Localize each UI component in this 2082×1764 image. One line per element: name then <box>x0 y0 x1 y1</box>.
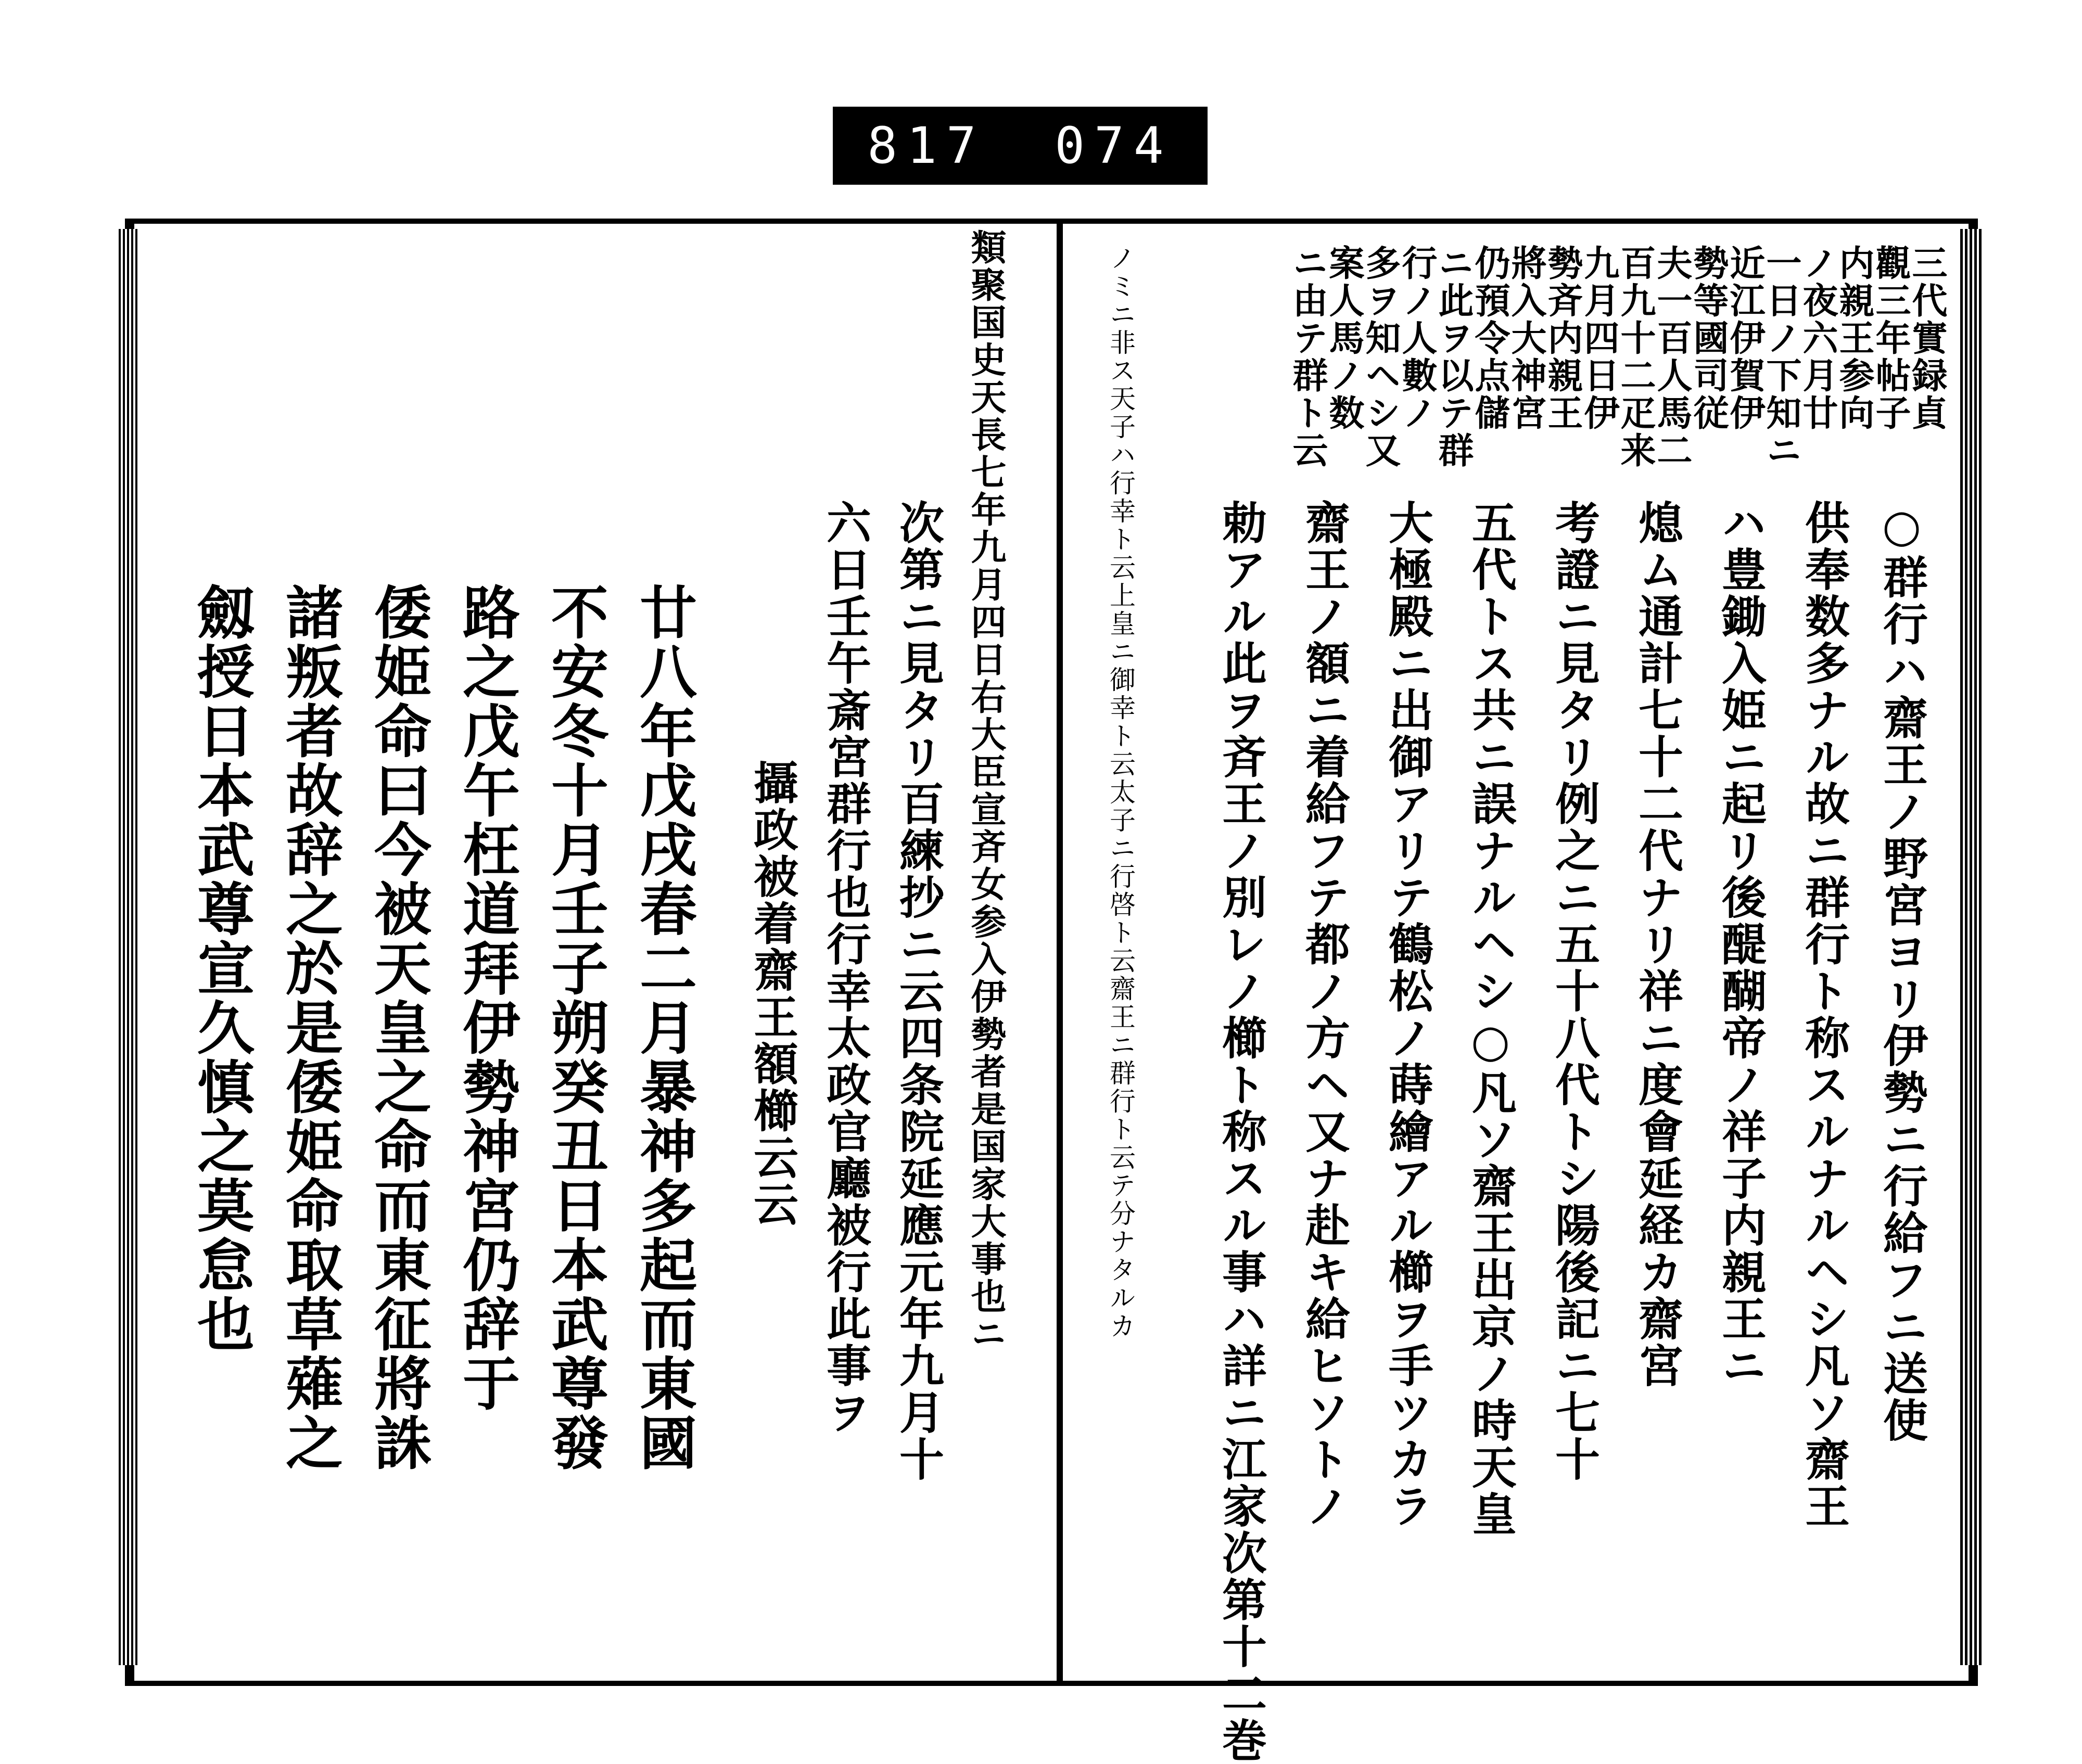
header-column: ニ此ヲ以テ群 <box>1432 245 1474 469</box>
body-column: ハ豊鋤入姫ニ起リ後醍醐帝ノ祥子内親王ニ <box>1714 500 1767 1389</box>
body-column: ○群行ハ齋王ノ野宮ヨリ伊勢ニ行給フニ送使 <box>1875 500 1928 1444</box>
header-column: ノ夜六月廿 <box>1797 245 1838 432</box>
header-column: 多ヲ知ヘシ又 <box>1360 245 1401 469</box>
main-text-column: 劔授日本武尊宣久慎之莫怠也 <box>188 583 255 1354</box>
header-column: 内親王参向 <box>1833 245 1875 432</box>
right-page-edge <box>1960 229 1983 1665</box>
header-column-long: ノミニ非ス天子ハ行幸ト云上皇ニ御幸ト云太子ニ行啓ト云齋王ニ群行ト云テ分ナタルカ <box>1106 245 1136 1340</box>
label-right-number: 074 <box>1055 117 1173 175</box>
main-text-column: 廿八年戊戌春二月暴神多起而東國 <box>630 583 697 1473</box>
body-column: 齋王ノ額ニ着給フテ都ノ方ヘ又ナ赴キ給ヒソトノ <box>1298 500 1350 1530</box>
body-column: 供奉数多ナル故ニ群行ト称スルナルヘシ凡ソ齋王 <box>1797 500 1850 1530</box>
header-column: ニ由テ群ト云 <box>1287 245 1328 469</box>
body-column: 熄ム通計七十二代ナリ祥ニ度會延経カ齋宮 <box>1631 500 1683 1389</box>
main-text-column: 倭姫命曰今被天皇之命而東征將誅 <box>365 583 432 1473</box>
body-column: 五代トス共ニ誤ナルヘシ○凡ソ齋王出京ノ時天皇 <box>1464 500 1517 1538</box>
header-column: 將入大神宮 <box>1505 245 1547 432</box>
header-column: 觀三年帖子 <box>1870 245 1911 432</box>
body-column: 勅アル此ヲ斉王ノ別レノ櫛ト称スル事ハ詳ニ江家次第十二巻 <box>1214 500 1267 1764</box>
header-column: 近江伊賀伊 <box>1724 245 1766 432</box>
header-column: 夫一百人馬二 <box>1651 245 1693 469</box>
header-column: 三代實録貞 <box>1906 245 1948 432</box>
book-crease <box>1057 224 1063 1681</box>
body-column: 大極殿ニ出御アリテ鶴松ノ蒔繪アル櫛ヲ手ツカラ <box>1381 500 1433 1530</box>
header-column: 百九十二疋来 <box>1615 245 1656 469</box>
header-column: 勢等國司従 <box>1687 245 1729 432</box>
commentary-column: 六日壬午斎宮群行也行幸太政官廳被行此事ヲ <box>819 500 871 1436</box>
main-text-column: 路之戊午枉道拜伊勢神宮仍辞于 <box>453 583 520 1413</box>
commentary-column: 類聚国史天長七年九月四日右大臣宣斉女参入伊勢者是国家大事也ニ <box>965 229 1007 1353</box>
commentary-column: 次第ニ見タリ百練抄ニ云四条院延應元年九月十 <box>892 500 944 1483</box>
header-column: 勢斉内親王 <box>1542 245 1583 432</box>
body-column: 考證ニ見タリ例之ニ五十八代トシ陽後記ニ七十 <box>1547 500 1600 1483</box>
header-column: 行ノ人數ノ <box>1396 245 1438 432</box>
header-column: 一日ノ下知ニ <box>1760 245 1802 469</box>
header-column: 案人馬ノ数 <box>1323 245 1365 432</box>
header-column: 仍預令点儲 <box>1469 245 1510 432</box>
header-column: 九月四日伊 <box>1578 245 1620 432</box>
left-page-edge <box>119 229 138 1665</box>
main-text-column: 不安冬十月壬子朔癸丑日本武尊發 <box>542 583 609 1473</box>
commentary-column: 攝政被着齋王額櫛云云 <box>746 760 798 1228</box>
archive-label <box>833 107 1208 185</box>
label-left-number: 817 <box>867 117 986 175</box>
main-text-column: 諸叛者故辞之於是倭姫命取草薙之 <box>276 583 344 1473</box>
